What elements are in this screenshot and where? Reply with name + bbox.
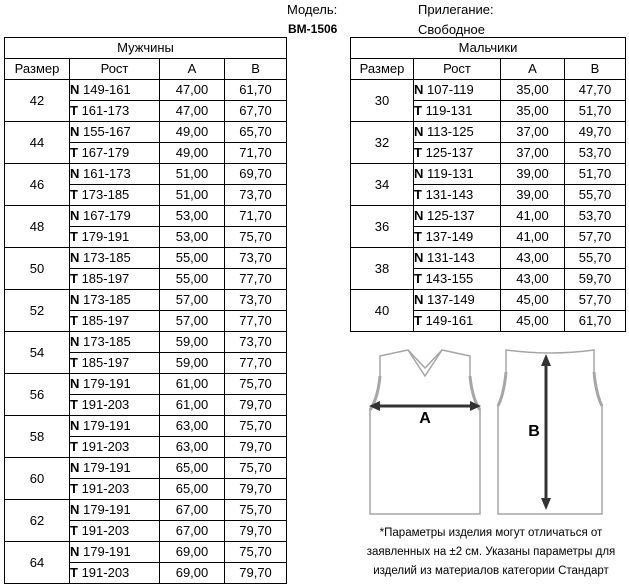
height-range: 173-185 <box>83 250 131 265</box>
height-range: 125-137 <box>425 145 474 160</box>
measure-a-cell: 51,00 <box>160 185 225 206</box>
table-row <box>5 248 287 269</box>
height-mark: N <box>414 208 424 223</box>
height-cell <box>70 563 160 584</box>
height-mark: T <box>70 355 78 370</box>
table-row <box>5 374 287 395</box>
measure-a-cell: 65,00 <box>160 458 225 479</box>
measure-a-cell: 59,00 <box>160 353 225 374</box>
height-mark: T <box>70 397 78 412</box>
size-cell: 58 <box>5 416 70 458</box>
height-range: 191-203 <box>81 523 130 538</box>
measure-a-cell: 53,00 <box>160 227 225 248</box>
height-range: 191-203 <box>81 439 130 454</box>
measure-a-cell: 57,00 <box>160 311 225 332</box>
measure-a-cell: 35,00 <box>501 101 565 122</box>
measure-a-cell: 57,00 <box>160 290 225 311</box>
fit-value: Свободное <box>418 22 485 37</box>
height-cell <box>70 269 160 290</box>
height-cell <box>70 542 160 563</box>
height-range: 119-131 <box>425 103 473 118</box>
height-mark: N <box>414 82 424 97</box>
measure-a-cell: 39,00 <box>501 185 565 206</box>
measure-b-cell: 77,70 <box>225 311 287 332</box>
height-range: 167-179 <box>83 208 131 223</box>
height-range: 131-143 <box>427 250 475 265</box>
measure-b-cell: 57,70 <box>565 227 626 248</box>
size-cell: 44 <box>5 122 70 164</box>
measure-b-cell: 75,70 <box>225 500 287 521</box>
measure-b-cell: 51,70 <box>565 101 626 122</box>
height-mark: T <box>414 271 422 286</box>
measure-b-cell: 61,70 <box>565 311 626 332</box>
measure-b-cell: 65,70 <box>225 122 287 143</box>
table-row <box>5 416 287 437</box>
height-mark: T <box>414 229 422 244</box>
measure-b-cell: 53,70 <box>565 206 626 227</box>
size-cell: 46 <box>5 164 70 206</box>
height-cell <box>70 143 160 164</box>
measure-a-cell: 37,00 <box>501 143 565 164</box>
measure-a-cell: 67,00 <box>160 521 225 542</box>
height-range: 191-203 <box>81 397 130 412</box>
measure-a-cell: 49,00 <box>160 143 225 164</box>
height-cell <box>70 500 160 521</box>
height-cell <box>414 122 501 143</box>
measure-b-cell: 79,70 <box>225 479 287 500</box>
column-header-height: Рост <box>70 59 160 80</box>
measure-a-cell: 61,00 <box>160 395 225 416</box>
height-cell <box>414 164 501 185</box>
height-range: 185-197 <box>81 313 130 328</box>
measure-a-cell: 63,00 <box>160 437 225 458</box>
measure-b-cell: 67,70 <box>225 101 287 122</box>
height-mark: T <box>70 481 78 496</box>
table-row <box>351 206 626 227</box>
height-mark: N <box>414 166 424 181</box>
height-cell <box>70 227 160 248</box>
height-range: 161-173 <box>83 166 131 181</box>
height-cell <box>70 290 160 311</box>
height-cell <box>70 479 160 500</box>
fit-label: Прилегание: <box>418 2 494 17</box>
measure-a-cell: 67,00 <box>160 500 225 521</box>
height-mark: T <box>70 229 78 244</box>
measure-a-cell: 69,00 <box>160 563 225 584</box>
measure-a-cell: 47,00 <box>160 101 225 122</box>
height-cell <box>70 248 160 269</box>
table-row <box>5 332 287 353</box>
size-cell: 38 <box>351 248 414 290</box>
column-header-a: A <box>501 59 565 80</box>
height-range: 179-191 <box>83 502 131 517</box>
height-range: 185-197 <box>81 355 130 370</box>
height-mark: N <box>70 82 80 97</box>
measure-b-cell: 75,70 <box>225 542 287 563</box>
measure-b-cell: 73,70 <box>225 332 287 353</box>
height-cell <box>70 332 160 353</box>
table-row <box>5 206 287 227</box>
height-range: 107-119 <box>427 82 474 97</box>
measure-a-cell: 43,00 <box>501 269 565 290</box>
measure-b-cell: 75,70 <box>225 227 287 248</box>
measure-a-cell: 59,00 <box>160 332 225 353</box>
column-header-size: Размер <box>5 59 70 80</box>
height-mark: N <box>70 208 80 223</box>
height-mark: N <box>70 334 80 349</box>
size-cell: 42 <box>5 80 70 122</box>
men-table-title: Мужчины <box>5 38 287 59</box>
height-mark: N <box>414 292 424 307</box>
measure-a-cell: 69,00 <box>160 542 225 563</box>
height-range: 173-185 <box>83 334 131 349</box>
measure-a-cell: 45,00 <box>501 311 565 332</box>
size-cell: 36 <box>351 206 414 248</box>
measure-a-cell: 65,00 <box>160 479 225 500</box>
height-mark: T <box>414 187 422 202</box>
measure-b-cell: 77,70 <box>225 269 287 290</box>
height-range: 119-131 <box>427 166 474 181</box>
height-mark: T <box>70 103 78 118</box>
height-mark: T <box>70 313 78 328</box>
height-mark: N <box>414 124 424 139</box>
measure-a-cell: 39,00 <box>501 164 565 185</box>
column-header-b: B <box>565 59 626 80</box>
note-line: *Параметры изделия могут отличаться от <box>379 527 603 539</box>
height-range: 179-191 <box>83 460 131 475</box>
height-range: 131-143 <box>425 187 474 202</box>
measure-a-cell: 37,00 <box>501 122 565 143</box>
height-cell <box>70 311 160 332</box>
measure-a-cell: 53,00 <box>160 206 225 227</box>
measure-b-cell: 57,70 <box>565 290 626 311</box>
table-row <box>5 290 287 311</box>
measure-b-cell: 73,70 <box>225 248 287 269</box>
measure-a-cell: 61,00 <box>160 374 225 395</box>
height-range: 173-185 <box>83 292 131 307</box>
height-range: 137-149 <box>427 292 475 307</box>
measure-a-cell: 41,00 <box>501 227 565 248</box>
height-cell <box>414 101 501 122</box>
height-range: 179-191 <box>81 229 130 244</box>
measure-a-cell: 41,00 <box>501 206 565 227</box>
height-range: 179-191 <box>83 418 131 433</box>
table-row <box>351 290 626 311</box>
model-label: Модель: <box>287 2 338 17</box>
table-row <box>5 500 287 521</box>
height-cell <box>70 416 160 437</box>
size-cell: 32 <box>351 122 414 164</box>
measure-b-cell: 79,70 <box>225 437 287 458</box>
measure-b-cell: 59,70 <box>565 269 626 290</box>
column-header-height: Рост <box>414 59 501 80</box>
height-mark: N <box>70 502 80 517</box>
height-cell <box>70 101 160 122</box>
garment-back-illustration <box>496 344 604 518</box>
height-cell <box>70 437 160 458</box>
size-cell: 64 <box>5 542 70 584</box>
height-mark: N <box>70 166 80 181</box>
measure-a-cell: 51,00 <box>160 164 225 185</box>
height-cell <box>414 311 501 332</box>
height-range: 161-173 <box>81 103 130 118</box>
column-header-size: Размер <box>351 59 414 80</box>
measure-b-cell: 77,70 <box>225 353 287 374</box>
height-range: 125-137 <box>427 208 475 223</box>
measure-b-cell: 75,70 <box>225 458 287 479</box>
size-cell: 40 <box>351 290 414 332</box>
measure-b-cell: 75,70 <box>225 374 287 395</box>
height-mark: N <box>70 124 80 139</box>
height-range: 179-191 <box>83 544 131 559</box>
height-mark: T <box>70 187 78 202</box>
measure-b-cell: 55,70 <box>565 185 626 206</box>
measure-a-cell: 49,00 <box>160 122 225 143</box>
height-mark: N <box>70 376 80 391</box>
measure-b-cell: 71,70 <box>225 143 287 164</box>
size-cell: 60 <box>5 458 70 500</box>
height-range: 179-191 <box>83 376 131 391</box>
height-mark: N <box>414 250 424 265</box>
garment-front-illustration <box>366 346 484 518</box>
height-cell <box>70 395 160 416</box>
height-range: 167-179 <box>81 145 130 160</box>
note-line: заявленных на ±2 см. Указаны параметры для <box>366 546 616 558</box>
height-mark: N <box>70 544 80 559</box>
boys-table-title: Мальчики <box>351 38 626 59</box>
measure-a-cell: 45,00 <box>501 290 565 311</box>
height-cell <box>414 290 501 311</box>
height-range: 155-167 <box>83 124 131 139</box>
table-row <box>5 164 287 185</box>
height-cell <box>414 206 501 227</box>
boys-header-row <box>351 59 626 80</box>
size-cell: 34 <box>351 164 414 206</box>
height-cell <box>414 185 501 206</box>
size-cell: 56 <box>5 374 70 416</box>
measure-b-cell: 53,70 <box>565 143 626 164</box>
height-cell <box>70 80 160 101</box>
height-mark: T <box>414 103 422 118</box>
height-cell <box>70 353 160 374</box>
height-cell <box>70 206 160 227</box>
height-cell <box>70 164 160 185</box>
height-mark: T <box>414 145 422 160</box>
height-range: 149-161 <box>425 313 474 328</box>
height-cell <box>70 458 160 479</box>
measure-b-cell: 71,70 <box>225 206 287 227</box>
measure-b-cell: 49,70 <box>565 122 626 143</box>
measure-b-cell: 69,70 <box>225 164 287 185</box>
label-a: A <box>419 410 431 427</box>
height-range: 191-203 <box>81 481 130 496</box>
height-range: 173-185 <box>81 187 130 202</box>
men-size-table <box>4 37 287 584</box>
measure-b-cell: 79,70 <box>225 521 287 542</box>
height-range: 137-149 <box>425 229 474 244</box>
height-range: 191-203 <box>81 565 130 580</box>
measure-b-cell: 75,70 <box>225 416 287 437</box>
size-cell: 48 <box>5 206 70 248</box>
men-header-row <box>5 59 287 80</box>
table-row <box>5 122 287 143</box>
height-mark: N <box>70 292 80 307</box>
table-row <box>351 248 626 269</box>
height-cell <box>70 185 160 206</box>
height-range: 143-155 <box>425 271 474 286</box>
height-mark: T <box>414 313 422 328</box>
measure-a-cell: 63,00 <box>160 416 225 437</box>
height-range: 113-125 <box>427 124 474 139</box>
measure-b-cell: 79,70 <box>225 395 287 416</box>
label-b: B <box>528 423 540 440</box>
height-cell <box>414 248 501 269</box>
model-value: BM-1506 <box>288 22 338 36</box>
measure-b-cell: 79,70 <box>225 563 287 584</box>
measure-a-cell: 43,00 <box>501 248 565 269</box>
measure-a-cell: 55,00 <box>160 269 225 290</box>
height-mark: T <box>70 565 78 580</box>
height-mark: T <box>70 271 78 286</box>
height-mark: T <box>70 145 78 160</box>
measure-b-cell: 73,70 <box>225 185 287 206</box>
height-range: 185-197 <box>81 271 130 286</box>
size-cell: 62 <box>5 500 70 542</box>
size-cell: 30 <box>351 80 414 122</box>
height-cell <box>70 374 160 395</box>
table-row <box>351 122 626 143</box>
column-header-a: A <box>160 59 225 80</box>
size-cell: 50 <box>5 248 70 290</box>
vest-back-outline <box>498 350 602 514</box>
table-row <box>5 542 287 563</box>
boys-size-table <box>350 37 626 332</box>
height-mark: T <box>70 439 78 454</box>
size-cell: 52 <box>5 290 70 332</box>
measure-a-cell: 47,00 <box>160 80 225 101</box>
table-row <box>5 80 287 101</box>
column-header-b: B <box>225 59 287 80</box>
table-row <box>351 164 626 185</box>
measure-b-cell: 73,70 <box>225 290 287 311</box>
height-mark: N <box>70 250 80 265</box>
vest-front-outline <box>370 350 480 514</box>
height-cell <box>70 521 160 542</box>
height-mark: T <box>70 523 78 538</box>
height-mark: N <box>70 460 80 475</box>
measure-a-cell: 35,00 <box>501 80 565 101</box>
measure-b-cell: 47,70 <box>565 80 626 101</box>
measure-b-cell: 51,70 <box>565 164 626 185</box>
height-cell <box>414 269 501 290</box>
height-cell <box>70 122 160 143</box>
height-mark: N <box>70 418 80 433</box>
measure-b-cell: 55,70 <box>565 248 626 269</box>
size-cell: 54 <box>5 332 70 374</box>
measure-b-cell: 61,70 <box>225 80 287 101</box>
height-cell <box>414 143 501 164</box>
height-range: 149-161 <box>83 82 131 97</box>
table-row <box>351 80 626 101</box>
height-cell <box>414 80 501 101</box>
height-cell <box>414 227 501 248</box>
disclaimer-note <box>356 524 626 581</box>
table-row <box>5 458 287 479</box>
note-line: изделий из материалов категории Стандарт <box>373 565 609 577</box>
measure-a-cell: 55,00 <box>160 248 225 269</box>
